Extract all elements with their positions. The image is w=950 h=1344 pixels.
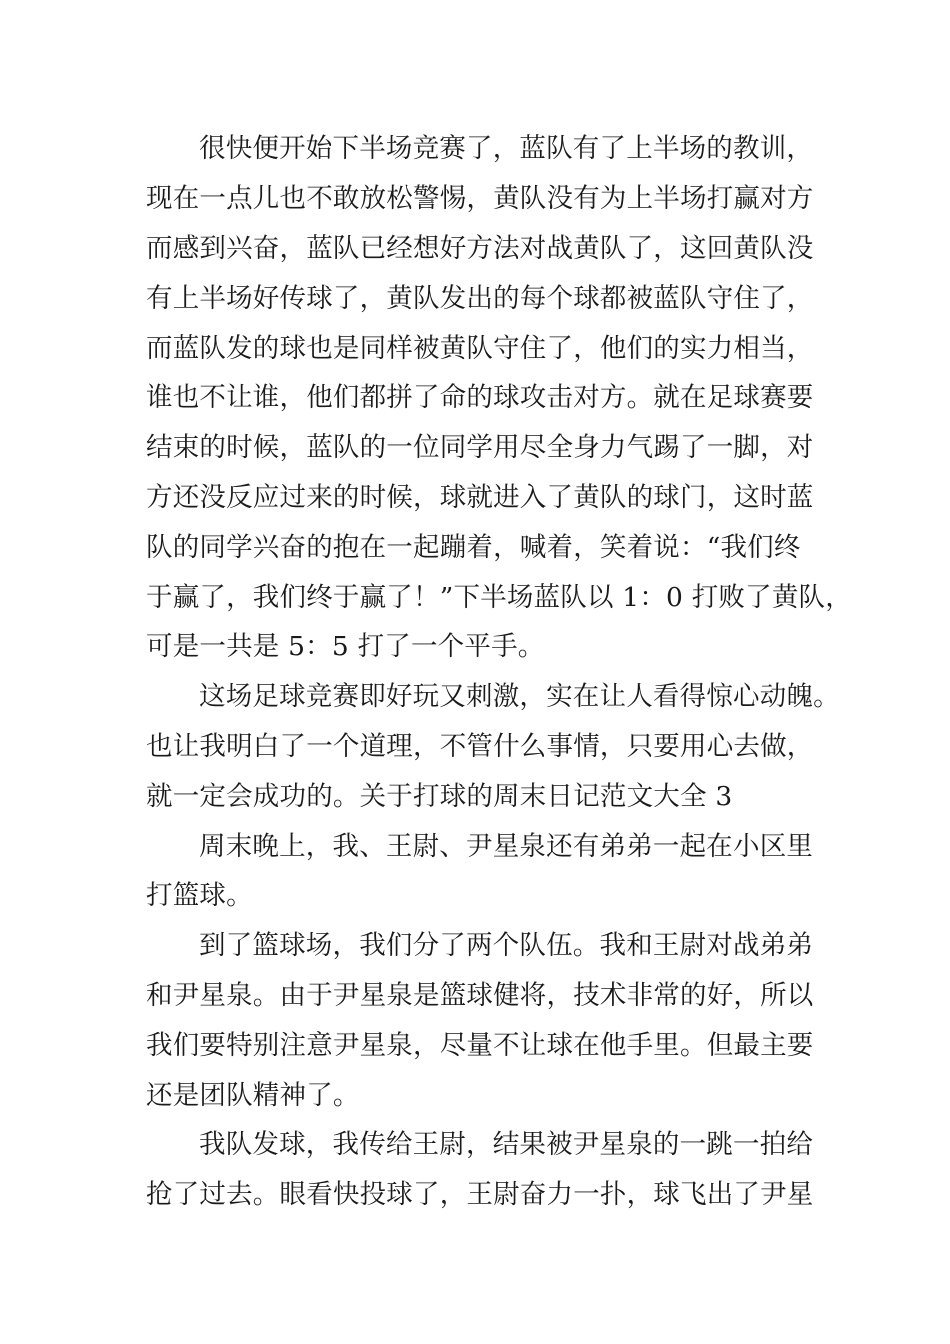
text-line: 和尹星泉。由于尹星泉是篮球健将，技术非常的好，所以 (146, 980, 814, 1011)
text-line: 很快便开始下半场竞赛了，蓝队有了上半场的教训， (199, 133, 814, 164)
text-line: 到了篮球场，我们分了两个队伍。我和王尉对战弟弟 (199, 930, 814, 961)
text-line: 也让我明白了一个道理，不管什么事情，只要用心去做， (146, 731, 814, 762)
text-line: 方还没反应过来的时候，球就进入了黄队的球门，这时蓝 (146, 482, 814, 513)
text-line: 就一定会成功的。关于打球的周末日记范文大全 3 (146, 781, 733, 812)
text-line: 这场足球竞赛即好玩又刺激，实在让人看得惊心动魄。 (199, 681, 840, 712)
text-line: 现在一点儿也不敢放松警惕，黄队没有为上半场打赢对方 (146, 183, 814, 214)
text-line: 我们要特别注意尹星泉，尽量不让球在他手里。但最主要 (146, 1030, 814, 1061)
text-line: 于赢了，我们终于赢了！”下半场蓝队以 1：0 打败了黄队， (146, 582, 852, 613)
text-line: 有上半场好传球了，黄队发出的每个球都被蓝队守住了， (146, 283, 814, 314)
text-line: 周末晚上，我、王尉、尹星泉还有弟弟一起在小区里 (199, 831, 814, 862)
text-line: 谁也不让谁，他们都拼了命的球攻击对方。就在足球赛要 (146, 382, 814, 413)
text-line: 而感到兴奋，蓝队已经想好方法对战黄队了，这回黄队没 (146, 233, 814, 264)
text-line: 可是一共是 5：5 打了一个平手。 (146, 631, 545, 662)
text-line: 而蓝队发的球也是同样被黄队守住了，他们的实力相当， (146, 333, 814, 364)
text-line: 队的同学兴奋的抱在一起蹦着，喊着，笑着说：“我们终 (146, 532, 801, 563)
text-line: 结束的时候，蓝队的一位同学用尽全身力气踢了一脚，对 (146, 432, 814, 463)
text-line: 还是团队精神了。 (146, 1080, 360, 1111)
text-line: 打篮球。 (146, 880, 253, 911)
text-line: 我队发球，我传给王尉，结果被尹星泉的一跳一拍给 (199, 1129, 814, 1160)
text-line: 抢了过去。眼看快投球了，王尉奋力一扑，球飞出了尹星 (146, 1179, 814, 1210)
